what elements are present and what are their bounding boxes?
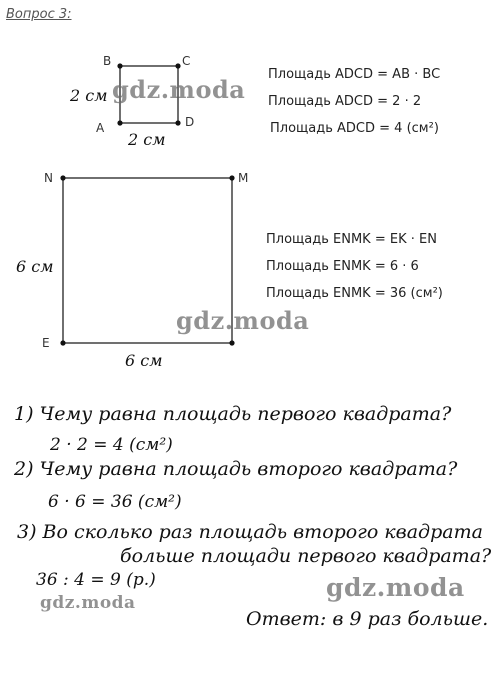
vertex-b-dot bbox=[117, 63, 122, 68]
vertex-m-dot bbox=[229, 175, 234, 180]
square2-bottom-label: 6 см bbox=[125, 351, 163, 370]
square2-formula-1: Площадь ENMK = EK · EN bbox=[266, 232, 437, 247]
question-3-line-1: 3) Во сколько раз площадь второго квадрата bbox=[17, 521, 483, 543]
answer-1: 2 · 2 = 4 (см²) bbox=[50, 435, 173, 455]
watermark-1: gdz.moda bbox=[112, 75, 246, 104]
watermark-2: gdz.moda bbox=[176, 306, 310, 335]
square1-bottom-label: 2 см bbox=[128, 130, 166, 149]
square2-formula-3: Площадь ENMK = 36 (см²) bbox=[266, 286, 443, 301]
answer-2: 6 · 6 = 36 (см²) bbox=[48, 492, 182, 512]
question-2: 2) Чему равна площадь второго квадрата? bbox=[14, 458, 458, 480]
vertex-c-label: C bbox=[182, 54, 191, 68]
square1-formula-1: Площадь ADCD = AB · BC bbox=[268, 67, 441, 82]
vertex-d-label: D bbox=[185, 115, 195, 129]
vertex-e-label: E bbox=[42, 336, 50, 350]
vertex-a-dot bbox=[117, 120, 122, 125]
vertex-n-dot bbox=[60, 175, 65, 180]
watermark-3: gdz.moda bbox=[326, 573, 465, 602]
watermark-4: gdz.moda bbox=[40, 593, 136, 613]
vertex-c-dot bbox=[175, 63, 180, 68]
question-1: 1) Чему равна площадь первого квадрата? bbox=[14, 403, 452, 425]
vertex-k-dot bbox=[229, 340, 234, 345]
vertex-e-dot bbox=[60, 340, 65, 345]
square1-side-label: 2 см bbox=[70, 86, 108, 105]
vertex-n-label: N bbox=[44, 171, 53, 185]
vertex-d-dot bbox=[175, 120, 180, 125]
final-answer: Ответ: в 9 раз больше. bbox=[246, 608, 489, 630]
answer-3: 36 : 4 = 9 (р.) bbox=[36, 570, 156, 590]
square2-formula-2: Площадь ENMK = 6 · 6 bbox=[266, 259, 419, 274]
vertex-a-label: A bbox=[96, 121, 105, 135]
vertex-m-label: M bbox=[238, 171, 249, 185]
question-header: Вопрос 3: bbox=[6, 7, 72, 22]
vertex-b-label: B bbox=[103, 54, 112, 68]
square1-formula-3: Площадь ADCD = 4 (см²) bbox=[270, 121, 439, 136]
question-3-line-2: больше площади первого квадрата? bbox=[120, 545, 492, 567]
square2-side-label: 6 см bbox=[16, 257, 54, 276]
square1-formula-2: Площадь ADCD = 2 · 2 bbox=[268, 94, 422, 109]
